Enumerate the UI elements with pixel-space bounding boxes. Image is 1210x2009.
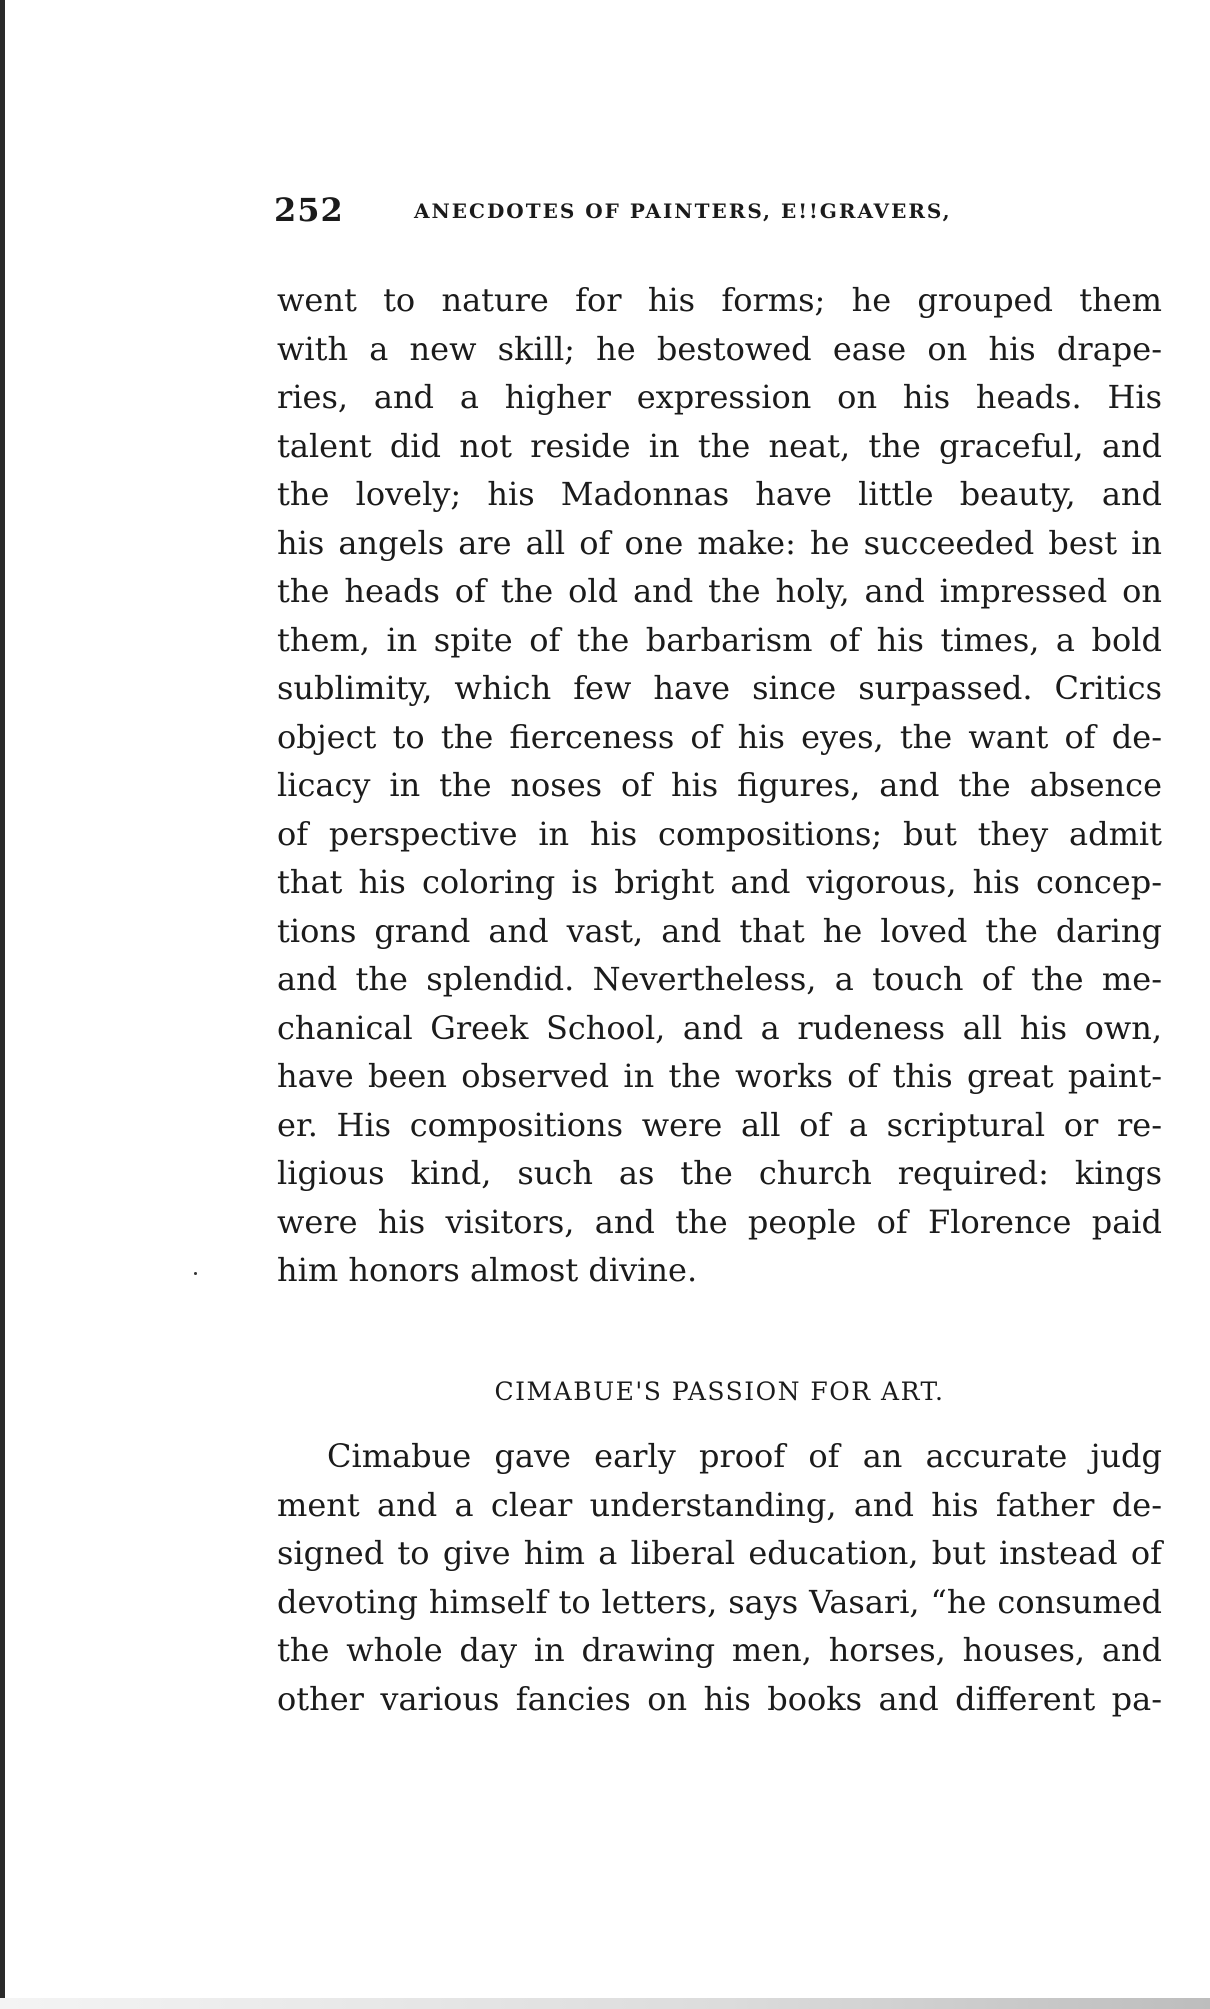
paragraph-cimabue: [277, 1432, 1162, 1723]
text-line: chanical Greek School, and a rudeness all his own,: [277, 1008, 1162, 1047]
section-heading: CIMABUE'S PASSION FOR ART.: [494, 1377, 945, 1406]
text-line: his angels are all of one make: he succeeded best in: [277, 523, 1162, 562]
page-number: 252: [274, 191, 344, 229]
page-bottom-edge: [0, 1998, 1210, 2009]
text-line: licacy in the noses of his figures, and the absence: [277, 766, 1162, 804]
text-line: ries, and a higher expression on his heads. His: [277, 378, 1162, 416]
text-line: ment and a clear understanding, and his father de-: [277, 1485, 1162, 1524]
text-line: have been observed in the works of this great paint-: [277, 1057, 1162, 1095]
text-line: Cimabue gave early proof of an accurate judg: [327, 1437, 1162, 1475]
text-line: him honors almost divine.: [277, 1251, 698, 1289]
text-line: with a new skill; he bestowed ease on his drape-: [277, 329, 1162, 368]
text-line: ligious kind, such as the church required: kings: [277, 1154, 1162, 1192]
text-line: devoting himself to letters, says Vasari, “he consumed: [277, 1582, 1162, 1621]
text-line: the lovely; his Madonnas have little beauty, and: [277, 475, 1162, 513]
text-line: them, in spite of the barbarism of his times, a bold: [277, 620, 1162, 659]
page-edge-rule: [0, 0, 5, 2009]
text-line: went to nature for his forms; he grouped them: [277, 281, 1162, 319]
text-line: the heads of the old and the holy, and impressed on: [277, 572, 1162, 610]
text-line: of perspective in his compositions; but they admit: [277, 814, 1162, 853]
text-line: signed to give him a liberal education, but instead of: [277, 1534, 1162, 1572]
running-head: ANECDOTES OF PAINTERS, E!!GRAVERS,: [414, 199, 952, 223]
text-line: talent did not reside in the neat, the graceful, and: [277, 426, 1162, 465]
text-line: object to the fierceness of his eyes, the want of de-: [277, 717, 1162, 756]
text-line: tions grand and vast, and that he loved the daring: [277, 911, 1162, 950]
paragraph-continued: [277, 276, 1162, 1295]
text-line: the whole day in drawing men, horses, houses, and: [277, 1631, 1162, 1669]
text-line: er. His compositions were all of a scriptural or re-: [277, 1105, 1162, 1144]
text-line: that his coloring is bright and vigorous, his concep-: [277, 863, 1162, 901]
text-line: were his visitors, and the people of Florence paid: [277, 1202, 1162, 1241]
page-header: [274, 190, 1164, 230]
text-line: sublimity, which few have since surpassed. Critics: [277, 669, 1162, 707]
print-speck: [194, 1272, 197, 1275]
text-line: other various fancies on his books and different pa-: [277, 1679, 1162, 1718]
text-line: and the splendid. Nevertheless, a touch of the me-: [277, 960, 1162, 998]
